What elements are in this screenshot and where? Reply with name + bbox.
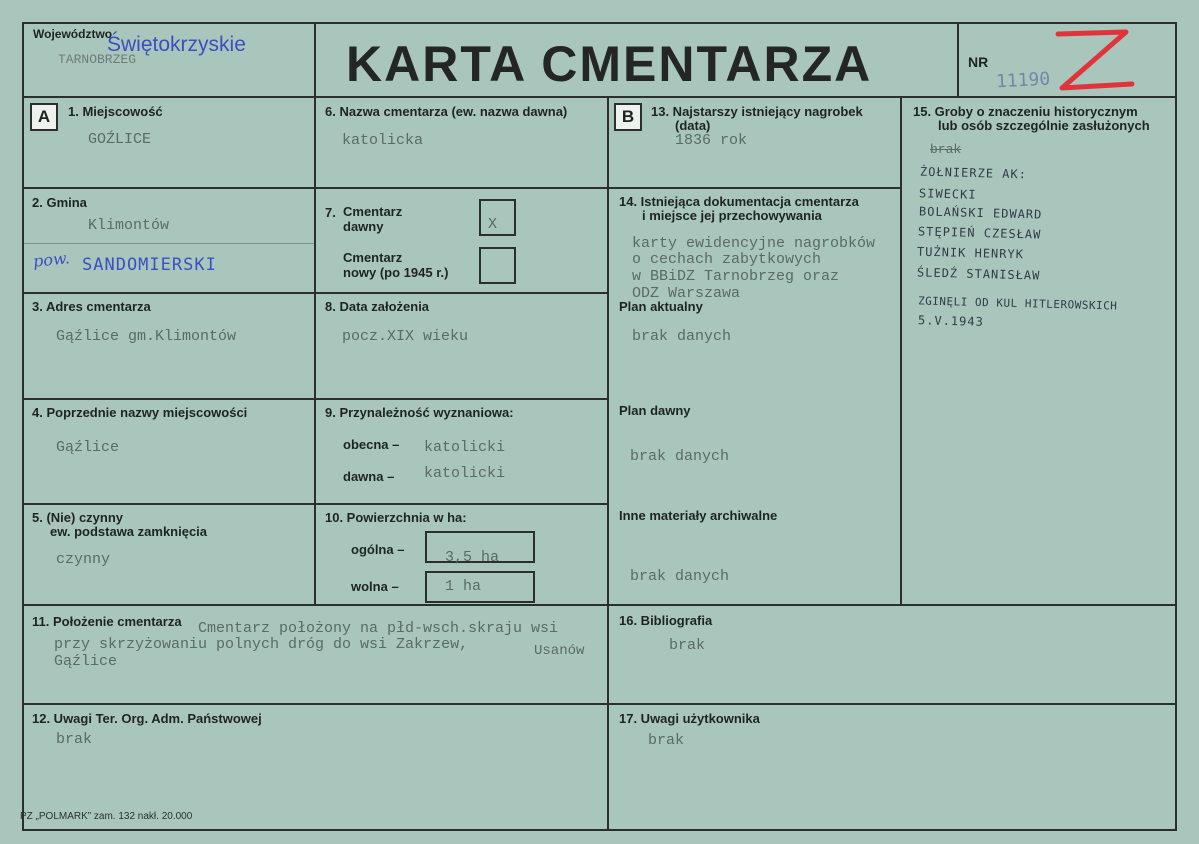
field-10-wolna-value: 1 ha <box>445 578 482 595</box>
field-14-label-1: 14. Istniejąca dokumentacja cmentarza <box>619 194 859 209</box>
wojewodztwo-typed: TARNOBRZEG <box>58 52 137 67</box>
dawny-checkbox <box>479 199 516 236</box>
field-8-value: pocz.XIX wieku <box>342 328 469 345</box>
field-15-hand-7: ZGINĘLI OD KUL HITLEROWSKICH <box>917 294 1118 313</box>
field-1-label: 1. Miejscowość <box>68 104 163 119</box>
field-11-line-2: przy skrzyżowaniu polnych dróg do wsi Zakrzew, <box>54 636 469 653</box>
header-divider-2 <box>957 22 959 98</box>
field-9-dawna-value: katolicki <box>424 465 506 482</box>
header-bottom-line <box>22 96 1177 98</box>
field-14-line-4: ODZ Warszawa <box>632 285 741 302</box>
field-11-line-3: Gąźlice <box>54 653 118 670</box>
field-15-hand-6: ŚLEDŹ STANISŁAW <box>916 265 1041 283</box>
field-9-label: 9. Przynależność wyznaniowa: <box>325 405 514 420</box>
inne-materialy-value: brak danych <box>630 568 730 585</box>
section-b-badge: B <box>614 103 642 131</box>
field-10-ogolna-value: 3,5 ha <box>445 549 500 566</box>
plan-aktualny-label: Plan aktualny <box>619 299 703 314</box>
field-15-hand-1: ŻOŁNIERZE AK: <box>919 164 1028 182</box>
field-16-value: brak <box>669 637 706 654</box>
dawny-mark: X <box>488 216 498 233</box>
row-line-3 <box>22 398 609 400</box>
category-mark-z <box>1052 26 1136 100</box>
plan-dawny-label: Plan dawny <box>619 403 691 418</box>
field-7-label: 7. <box>325 205 336 220</box>
inne-materialy-label: Inne materiały archiwalne <box>619 508 778 523</box>
field-15-hand-5: TUŻNIK HENRYK <box>916 244 1025 262</box>
field-15-label-1: 15. Groby o znaczeniu historycznym <box>913 104 1138 119</box>
field-2-value: Klimontów <box>88 217 170 234</box>
field-10-label: 10. Powierzchnia w ha: <box>325 510 467 525</box>
field-15-label-2: lub osób szczególnie zasłużonych <box>938 118 1150 133</box>
field-3-value: Gąźlice gm.Klimontów <box>56 328 237 345</box>
gmina-underline <box>24 243 314 244</box>
field-12-value: brak <box>56 731 93 748</box>
field-7-dawny-1: Cmentarz <box>343 204 403 219</box>
field-6-value: katolicka <box>342 132 424 149</box>
field-5-label-2: ew. podstawa zamknięcia <box>50 524 208 539</box>
field-10-ogolna-label: ogólna – <box>351 542 405 557</box>
field-13-label-2: (data) <box>675 118 711 133</box>
field-7-nowy-1: Cmentarz <box>343 250 403 265</box>
field-15-hand-8: 5.V.1943 <box>917 313 984 329</box>
field-12-label: 12. Uwagi Ter. Org. Adm. Państwowej <box>32 711 262 726</box>
header-divider-1 <box>314 22 316 98</box>
row-line-1 <box>22 187 902 189</box>
field-9-obecna-label: obecna – <box>343 437 400 452</box>
pow-prefix: pow. <box>32 248 71 271</box>
field-5-value: czynny <box>56 551 111 568</box>
column-divider-a <box>314 96 316 606</box>
field-9-obecna-value: katolicki <box>424 439 506 456</box>
field-11-label: 11. Położenie cmentarza <box>32 614 182 629</box>
wojewodztwo-label: Województwo <box>33 27 113 41</box>
frame-left <box>22 22 24 831</box>
frame-right <box>1175 22 1177 831</box>
field-14-line-3: w BBiDZ Tarnobrzeg oraz <box>632 268 840 285</box>
field-17-value: brak <box>648 732 685 749</box>
field-9-dawna-label: dawna – <box>343 469 395 484</box>
print-info: PZ „POLMARK” zam. 132 nakł. 20.000 <box>20 811 193 822</box>
field-13-label-1: 13. Najstarszy istniejący nagrobek <box>651 104 863 119</box>
field-2-label: 2. Gmina <box>32 195 87 210</box>
section-a-badge: A <box>30 103 58 131</box>
field-1-value: GOŹLICE <box>88 131 152 148</box>
nowy-checkbox <box>479 247 516 284</box>
field-15-hand-4: STĘPIEŃ CZESŁAW <box>917 224 1042 242</box>
field-13-value: 1836 rok <box>675 132 748 149</box>
field-11-line-1: Cmentarz położony na płd-wsch.skraju wsi <box>198 620 559 637</box>
card-title: KARTA CMENTARZA <box>346 36 873 92</box>
field-14-line-1: karty ewidencyjne nagrobków <box>632 235 876 252</box>
plan-aktualny-value: brak danych <box>632 328 732 345</box>
field-5-label-1: 5. (Nie) czynny <box>32 510 124 525</box>
field-4-value: Gąźlice <box>56 439 120 456</box>
field-15-hand-3: BOLAŃSKI EDWARD <box>918 204 1043 222</box>
field-6-label: 6. Nazwa cmentarza (ew. nazwa dawna) <box>325 104 568 119</box>
column-divider-b <box>900 96 902 606</box>
field-8-label: 8. Data założenia <box>325 299 430 314</box>
nr-value: 11190 <box>995 68 1051 93</box>
field-17-label: 17. Uwagi użytkownika <box>619 711 760 726</box>
row-line-6 <box>22 703 1177 705</box>
frame-bottom <box>22 829 1177 831</box>
field-15-struck: brak <box>930 142 962 157</box>
field-14-line-2: o cechach zabytkowych <box>632 251 822 268</box>
field-3-label: 3. Adres cmentarza <box>32 299 151 314</box>
field-14-label-2: i miejsce jej przechowywania <box>642 208 822 223</box>
field-7-nowy-2: nowy (po 1945 r.) <box>343 265 449 280</box>
field-15-hand-2: SIWECKI <box>918 186 977 202</box>
pow-value: SANDOMIERSKI <box>82 255 217 275</box>
field-16-label: 16. Bibliografia <box>619 613 713 628</box>
plan-dawny-value: brak danych <box>630 448 730 465</box>
field-10-wolna-label: wolna – <box>351 579 399 594</box>
field-4-label: 4. Poprzednie nazwy miejscowości <box>32 405 248 420</box>
frame-top <box>22 22 1177 24</box>
row-line-4 <box>22 503 609 505</box>
row-line-2 <box>22 292 609 294</box>
column-divider-mid <box>607 96 609 829</box>
field-11-line-2-tail: Usanów <box>534 643 585 659</box>
row-line-5 <box>22 604 1177 606</box>
nr-label: NR <box>968 54 989 70</box>
wojewodztwo-stamp: Świętokrzyskie <box>107 33 246 56</box>
field-7-dawny-2: dawny <box>343 219 384 234</box>
